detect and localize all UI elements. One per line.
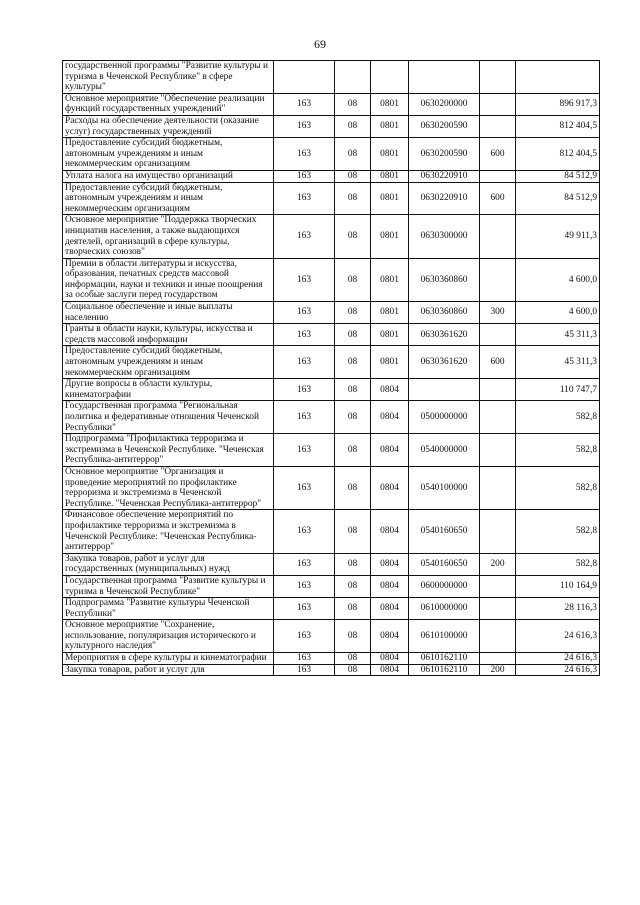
row-expense-type-cell [480,510,516,553]
row-amount-cell: 812 404,5 [516,115,600,137]
row-expense-type-cell [480,379,516,401]
row-section-cell: 08 [335,115,371,137]
row-grbs-cell: 163 [274,170,335,182]
row-grbs-cell: 163 [274,434,335,467]
row-subsection-cell: 0804 [371,466,409,509]
row-name-cell: Государственная программа "Региональная политика и федеративные отношения Чеченской Республики" [63,401,274,434]
row-grbs-cell: 163 [274,598,335,620]
row-section-cell: 08 [335,664,371,676]
row-name-cell: Основное мероприятие "Поддержка творческих инициатив населения, а также выдающихся деятелей, организаций в сфере культуры, творческих союзов" [63,215,274,258]
table-row [63,61,600,94]
row-grbs-cell: 163 [274,664,335,676]
row-amount-cell: 896 917,3 [516,93,600,115]
page-number: 69 [314,37,326,51]
row-section-cell [335,61,371,94]
row-expense-type-cell [480,401,516,434]
table-row [63,170,600,182]
row-section-cell: 08 [335,170,371,182]
row-subsection-cell: 0801 [371,182,409,215]
row-target-code-cell: 0630200590 [409,138,480,171]
table-row [63,575,600,597]
row-section-cell: 08 [335,215,371,258]
row-expense-type-cell [480,324,516,346]
row-target-code-cell: 0630360860 [409,302,480,324]
row-name-cell: Основное мероприятие "Организация и проведение мероприятий по профилактике терроризма и экстремизма в Чеченской Республике. "Чеченская Республика-антитеррор" [63,466,274,509]
row-section-cell: 08 [335,434,371,467]
row-grbs-cell: 163 [274,401,335,434]
row-expense-type-cell [480,653,516,665]
table-row [63,553,600,575]
row-name-cell: Гранты в области науки, культуры, искусства и средств массовой информации [63,324,274,346]
row-amount-cell: 24 616,3 [516,653,600,665]
row-name-cell: Мероприятия в сфере культуры и кинематографии [63,653,274,665]
row-expense-type-cell [480,434,516,467]
row-subsection-cell: 0804 [371,510,409,553]
row-subsection-cell: 0804 [371,664,409,676]
row-subsection-cell: 0801 [371,93,409,115]
row-expense-type-cell [480,115,516,137]
row-name-cell: Премии в области литературы и искусства, образования, печатных средств массовой информации, науки и техники и иные поощрения за особые заслуги перед государством [63,258,274,301]
table-row [63,93,600,115]
row-target-code-cell: 0610162110 [409,653,480,665]
row-name-cell: Государственная программа "Развитие культуры и туризма в Чеченской Республике" [63,575,274,597]
table-row [63,138,600,171]
row-amount-cell: 84 512,9 [516,170,600,182]
table-row [63,466,600,509]
row-amount-cell: 110 747,7 [516,379,600,401]
row-expense-type-cell [480,93,516,115]
row-subsection-cell: 0801 [371,215,409,258]
table-row [63,434,600,467]
row-section-cell: 08 [335,553,371,575]
row-grbs-cell [274,61,335,94]
row-amount-cell: 110 164,9 [516,575,600,597]
row-grbs-cell: 163 [274,302,335,324]
row-name-cell: Социальное обеспечение и иные выплаты населению [63,302,274,324]
row-target-code-cell: 0500000000 [409,401,480,434]
row-grbs-cell: 163 [274,182,335,215]
row-expense-type-cell [480,620,516,653]
row-expense-type-cell [480,575,516,597]
table-row [63,302,600,324]
row-section-cell: 08 [335,575,371,597]
row-grbs-cell: 163 [274,510,335,553]
row-name-cell: Другие вопросы в области культуры, кинематографии [63,379,274,401]
row-grbs-cell: 163 [274,215,335,258]
row-target-code-cell: 0610000000 [409,598,480,620]
row-expense-type-cell [480,61,516,94]
row-expense-type-cell: 600 [480,182,516,215]
row-section-cell: 08 [335,379,371,401]
row-amount-cell: 582,8 [516,434,600,467]
row-section-cell: 08 [335,401,371,434]
row-amount-cell: 45 311,3 [516,346,600,379]
row-section-cell: 08 [335,620,371,653]
row-expense-type-cell: 600 [480,138,516,171]
row-expense-type-cell: 300 [480,302,516,324]
row-section-cell: 08 [335,258,371,301]
row-amount-cell: 4 600,0 [516,302,600,324]
row-subsection-cell: 0801 [371,302,409,324]
row-grbs-cell: 163 [274,466,335,509]
row-amount-cell [516,61,600,94]
table-row [63,115,600,137]
row-amount-cell: 24 616,3 [516,664,600,676]
row-target-code-cell [409,61,480,94]
row-grbs-cell: 163 [274,379,335,401]
row-grbs-cell: 163 [274,620,335,653]
row-name-cell: Финансовое обеспечение мероприятий по профилактике терроризма и экстремизма в Чеченской Республике: "Чеченская Республика-антитеррор" [63,510,274,553]
row-grbs-cell: 163 [274,575,335,597]
budget-table [62,60,600,676]
row-amount-cell: 45 311,3 [516,324,600,346]
row-target-code-cell: 0630361620 [409,346,480,379]
row-name-cell: Подпрограмма "Профилактика терроризма и экстремизма в Чеченской Республике. "Чеченская Республика-антитеррор" [63,434,274,467]
row-amount-cell: 582,8 [516,466,600,509]
row-name-cell: Подпрограмма "Развитие культуры Чеченской Республики" [63,598,274,620]
row-name-cell: государственной программы "Развитие культуры и туризма в Чеченской Республике" в сфере культуры" [63,61,274,94]
row-section-cell: 08 [335,510,371,553]
row-amount-cell: 84 512,9 [516,182,600,215]
row-subsection-cell: 0804 [371,653,409,665]
row-target-code-cell: 0630220910 [409,182,480,215]
row-target-code-cell: 0540100000 [409,466,480,509]
table-row [63,182,600,215]
row-subsection-cell: 0801 [371,346,409,379]
row-grbs-cell: 163 [274,324,335,346]
row-name-cell: Предоставление субсидий бюджетным, автономным учреждениям и иным некоммерческим организациям [63,346,274,379]
row-amount-cell: 24 616,3 [516,620,600,653]
row-expense-type-cell: 200 [480,664,516,676]
table-row [63,346,600,379]
table-row [63,379,600,401]
row-target-code-cell: 0630200000 [409,93,480,115]
row-section-cell: 08 [335,346,371,379]
row-amount-cell: 582,8 [516,553,600,575]
table-row [63,598,600,620]
row-subsection-cell: 0804 [371,575,409,597]
row-section-cell: 08 [335,138,371,171]
table-row [63,401,600,434]
row-amount-cell: 4 600,0 [516,258,600,301]
row-expense-type-cell [480,598,516,620]
row-subsection-cell [371,61,409,94]
row-name-cell: Закупка товаров, работ и услуг для [63,664,274,676]
row-subsection-cell: 0804 [371,401,409,434]
row-target-code-cell: 0540160650 [409,510,480,553]
row-grbs-cell: 163 [274,653,335,665]
row-target-code-cell: 0630361620 [409,324,480,346]
row-grbs-cell: 163 [274,346,335,379]
table-row [63,664,600,676]
row-target-code-cell [409,379,480,401]
row-section-cell: 08 [335,182,371,215]
row-grbs-cell: 163 [274,258,335,301]
row-grbs-cell: 163 [274,115,335,137]
row-subsection-cell: 0801 [371,324,409,346]
row-amount-cell: 812 404,5 [516,138,600,171]
row-grbs-cell: 163 [274,93,335,115]
row-target-code-cell: 0610100000 [409,620,480,653]
table-row [63,324,600,346]
row-target-code-cell: 0600000000 [409,575,480,597]
row-target-code-cell: 0540000000 [409,434,480,467]
row-name-cell: Уплата налога на имущество организаций [63,170,274,182]
row-expense-type-cell [480,258,516,301]
table-row [63,510,600,553]
row-target-code-cell: 0630300000 [409,215,480,258]
row-subsection-cell: 0804 [371,379,409,401]
row-section-cell: 08 [335,93,371,115]
table-row [63,653,600,665]
row-name-cell: Основное мероприятие "Обеспечение реализации функций государственных учреждений" [63,93,274,115]
table-row [63,258,600,301]
row-amount-cell: 28 116,3 [516,598,600,620]
table-row [63,620,600,653]
row-amount-cell: 49 911,3 [516,215,600,258]
row-name-cell: Предоставление субсидий бюджетным, автономным учреждениям и иным некоммерческим организациям [63,182,274,215]
row-subsection-cell: 0801 [371,138,409,171]
row-target-code-cell: 0630220910 [409,170,480,182]
row-name-cell: Предоставление субсидий бюджетным, автономным учреждениям и иным некоммерческим организациям [63,138,274,171]
row-section-cell: 08 [335,598,371,620]
row-name-cell: Основное мероприятие "Сохранение, использование, популяризация исторического и культурного наследия" [63,620,274,653]
row-expense-type-cell [480,170,516,182]
row-grbs-cell: 163 [274,553,335,575]
row-section-cell: 08 [335,466,371,509]
row-section-cell: 08 [335,653,371,665]
row-section-cell: 08 [335,324,371,346]
row-target-code-cell: 0630360860 [409,258,480,301]
row-subsection-cell: 0804 [371,598,409,620]
budget-table-body [63,61,600,676]
row-amount-cell: 582,8 [516,510,600,553]
row-amount-cell: 582,8 [516,401,600,434]
row-expense-type-cell: 200 [480,553,516,575]
table-row [63,215,600,258]
row-expense-type-cell [480,215,516,258]
row-subsection-cell: 0801 [371,258,409,301]
row-name-cell: Закупка товаров, работ и услуг для государственных (муниципальных) нужд [63,553,274,575]
row-grbs-cell: 163 [274,138,335,171]
row-target-code-cell: 0610162110 [409,664,480,676]
row-name-cell: Расходы на обеспечение деятельности (оказание услуг) государственных учреждений [63,115,274,137]
row-expense-type-cell: 600 [480,346,516,379]
row-section-cell: 08 [335,302,371,324]
row-subsection-cell: 0804 [371,434,409,467]
row-subsection-cell: 0804 [371,620,409,653]
row-subsection-cell: 0804 [371,553,409,575]
row-target-code-cell: 0630200590 [409,115,480,137]
row-target-code-cell: 0540160650 [409,553,480,575]
row-subsection-cell: 0801 [371,115,409,137]
row-expense-type-cell [480,466,516,509]
row-subsection-cell: 0801 [371,170,409,182]
